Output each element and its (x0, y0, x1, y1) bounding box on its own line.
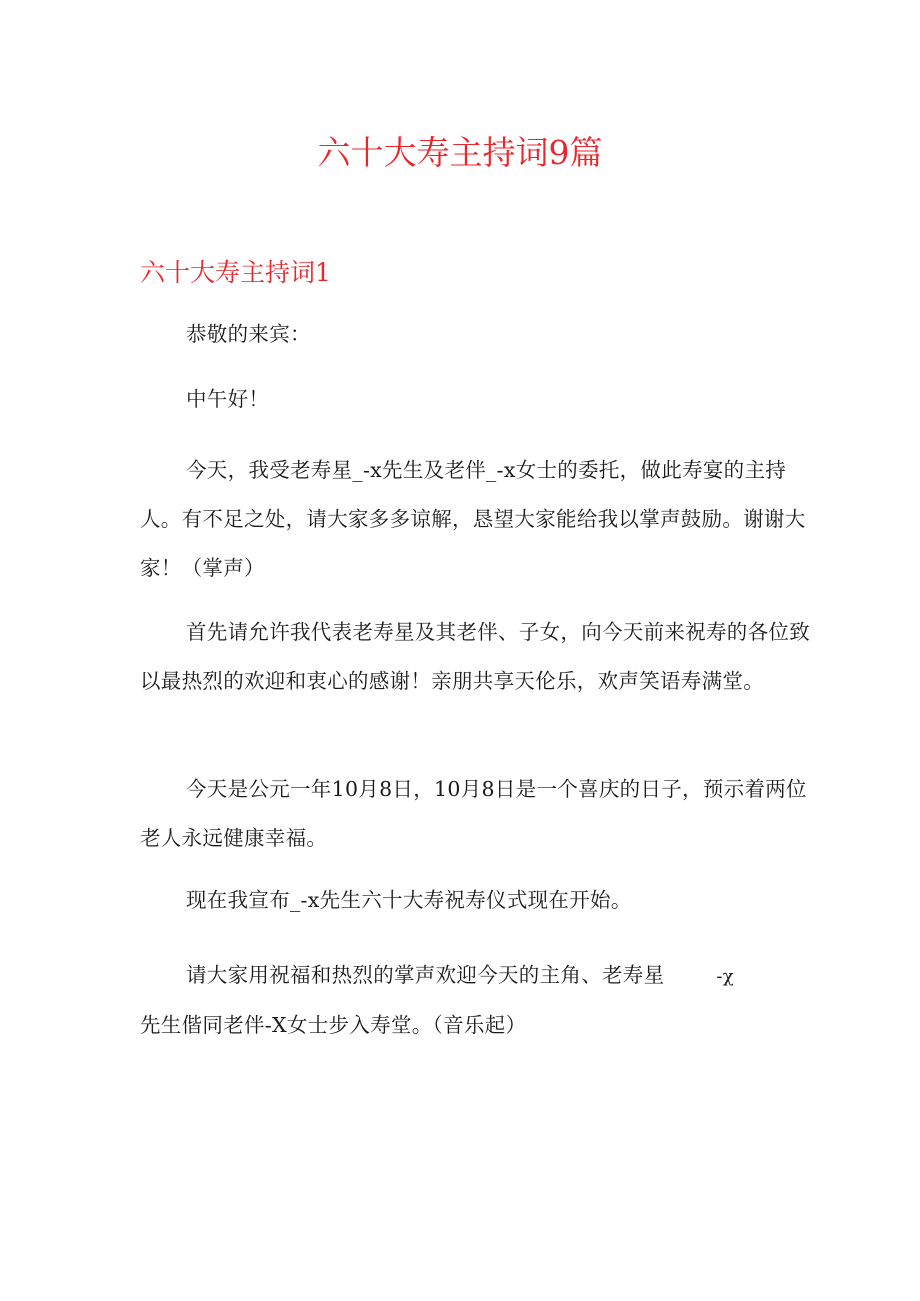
paragraph-hello: 中午好！ (186, 387, 270, 411)
invite-line-2: 先生偕同老伴-X女士步入寿堂。（音乐起） (140, 1013, 527, 1037)
paragraph-intro: 今天，我受老寿星_-x先生及老伴_-x女士的委托，做此寿宴的主持人。有不足之处，请大家多多谅解，恳望大家能给我以掌声鼓励。谢谢大家！（掌声） (140, 458, 806, 580)
section-heading: 六十大寿主持词1 (140, 258, 331, 287)
invite-mark: -χ (716, 966, 734, 987)
paragraph-invite (140, 951, 810, 1050)
document-title: 六十大寿主持词9篇 (317, 133, 603, 172)
invite-line-1 (140, 951, 810, 1001)
invite-text-1: 请大家用祝福和热烈的掌声欢迎今天的主角、老寿星 (186, 963, 665, 987)
paragraph-greeting: 恭敬的来宾： (186, 322, 311, 346)
paragraph-welcome: 首先请允许我代表老寿星及其老伴、子女，向今天前来祝寿的各位致以最热烈的欢迎和衷心的感谢！亲朋共享天伦乐，欢声笑语寿满堂。 (140, 620, 810, 693)
paragraph-date: 今天是公元一年10月8日，10月8日是一个喜庆的日子，预示着两位老人永远健康幸福。 (140, 777, 807, 850)
paragraph-announce: 现在我宣布_-x先生六十大寿祝寿仪式现在开始。 (186, 888, 632, 912)
